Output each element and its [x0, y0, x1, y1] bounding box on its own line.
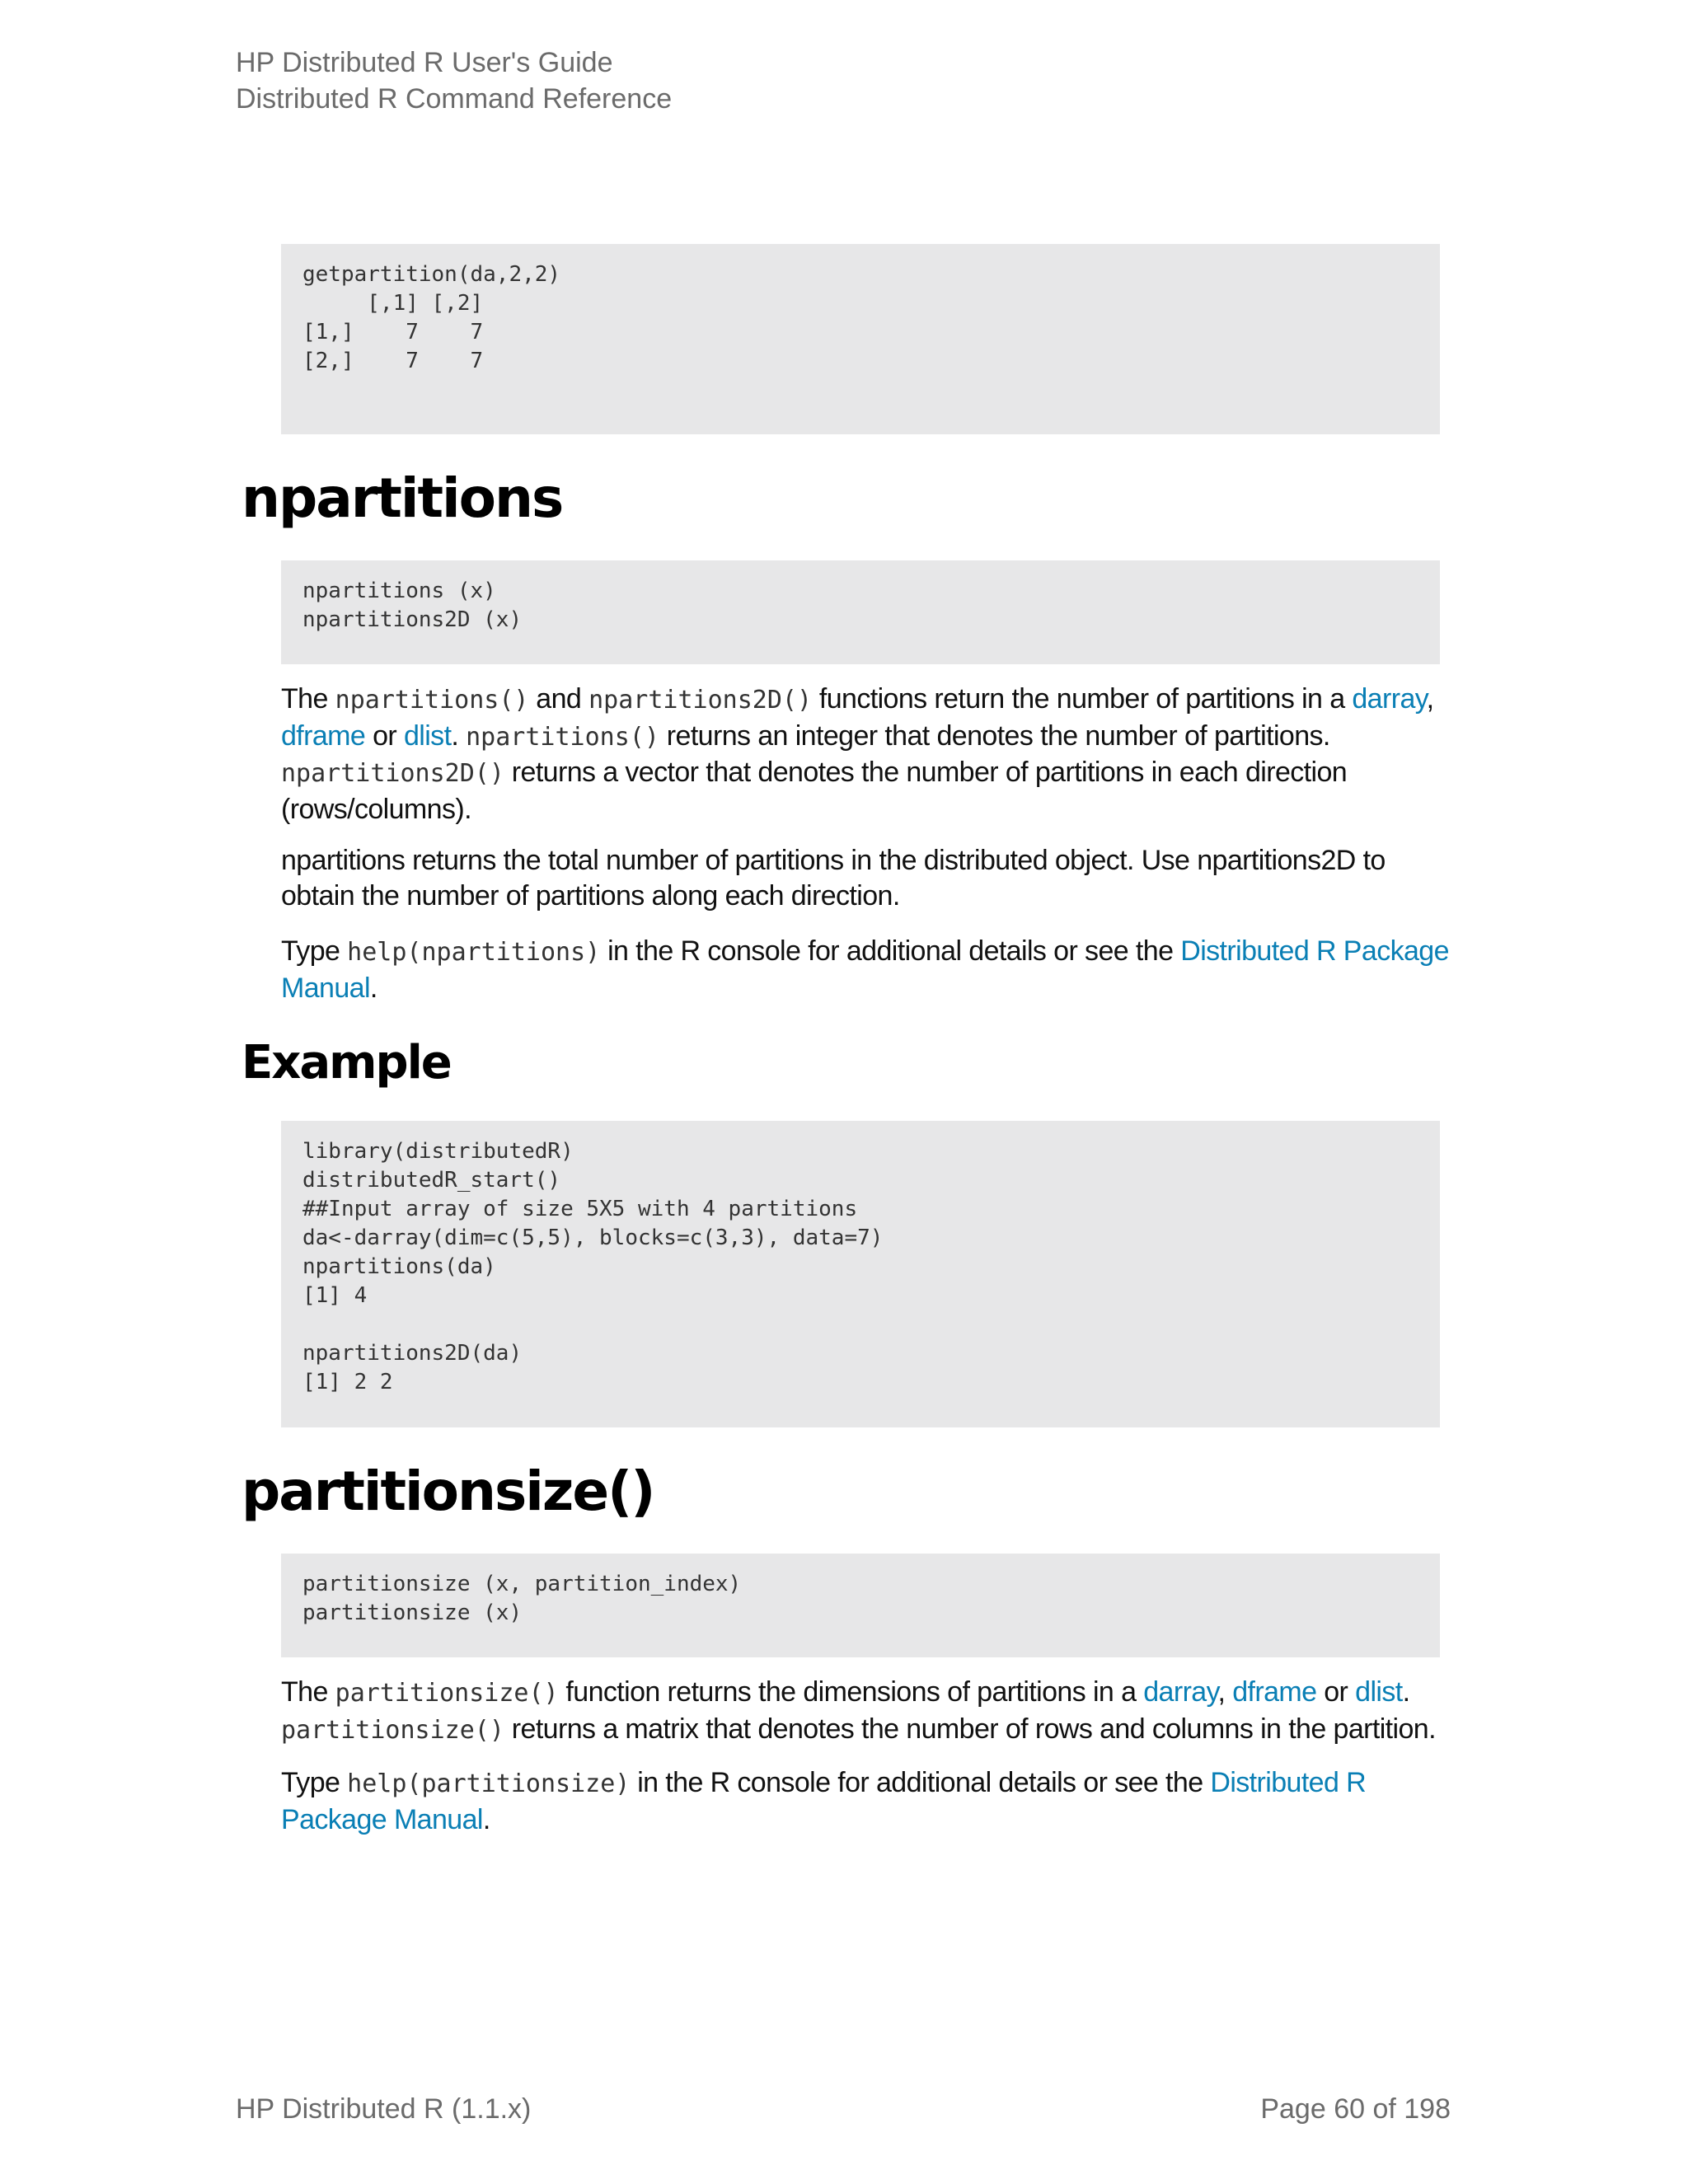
partitionsize-description — [281, 1675, 1451, 1748]
link-darray[interactable]: darray — [1143, 1676, 1218, 1708]
partitionsize-help — [281, 1765, 1451, 1837]
link-package-manual[interactable]: Distributed R Package Manual — [281, 1767, 1367, 1835]
text-run: The — [281, 1676, 335, 1708]
text-run: returns a matrix that denotes the number of rows and columns in the partition. — [504, 1713, 1436, 1745]
inline-code: npartitions() — [466, 722, 659, 752]
chapter-title: Distributed R Command Reference — [236, 83, 673, 115]
inline-code: npartitions() — [335, 686, 529, 715]
link-dframe[interactable]: dframe — [281, 719, 366, 752]
text-run: . — [369, 972, 377, 1004]
inline-code: npartitions2D() — [588, 686, 813, 715]
text-run: returns an integer that denotes the number of partitions. — [659, 719, 1330, 752]
text-run: and — [528, 683, 589, 715]
link-darray[interactable]: darray — [1352, 683, 1427, 715]
npartitions-summary: npartitions returns the total number of partitions in the distributed object. Use npartitions2D to obtain the number of partitions along each direction. — [281, 845, 1386, 912]
heading-example: Example — [241, 1036, 451, 1090]
footer-product-version: HP Distributed R (1.1.x) — [236, 2093, 532, 2125]
text-run: in the R console for additional details or see the — [630, 1767, 1211, 1798]
inline-code: npartitions2D() — [281, 759, 504, 788]
link-dframe[interactable]: dframe — [1232, 1676, 1317, 1708]
text-run: in the R console for additional details or see the — [600, 935, 1181, 967]
inline-code: partitionsize() — [335, 1679, 559, 1708]
text-run: . — [482, 1803, 490, 1835]
text-run: . — [1402, 1676, 1410, 1708]
code-block-npartitions-usage: npartitions (x) npartitions2D (x) — [281, 560, 1440, 664]
heading-npartitions: npartitions — [241, 466, 563, 530]
inline-code: help(npartitions) — [347, 938, 601, 967]
link-package-manual[interactable]: Distributed R Package Manual — [281, 935, 1449, 1004]
link-dlist[interactable]: dlist — [403, 719, 452, 752]
text-run: , — [1217, 1676, 1233, 1708]
text-run: . — [451, 719, 467, 752]
inline-code: help(partitionsize) — [347, 1769, 631, 1798]
inline-code: partitionsize() — [281, 1715, 504, 1745]
code-block-partitionsize-usage: partitionsize (x, partition_index) partitionsize (x) — [281, 1554, 1440, 1657]
footer-page-number: Page 60 of 198 — [1260, 2093, 1451, 2125]
text-run: returns a vector that denotes the number of partitions in each direction (rows/columns). — [281, 757, 1348, 825]
npartitions-description — [281, 682, 1451, 827]
text-run: functions return the number of partitions in a — [812, 683, 1353, 715]
code-block-example: library(distributedR) distributedR_start() ##Input array of size 5X5 with 4 partitions da<-darray(dim=c(5,5), blocks=c(3,3), data=7) npartitions(da) [1] 4 npartitions2D(da) [1] 2 2 — [281, 1121, 1440, 1427]
running-header — [236, 45, 672, 117]
text-run: function returns the dimensions of partitions in a — [558, 1676, 1144, 1708]
link-dlist[interactable]: dlist — [1355, 1676, 1403, 1708]
text-run: , — [1426, 683, 1434, 715]
text-run: Type — [281, 935, 348, 967]
text-run: or — [1316, 1676, 1356, 1708]
text-run: Type — [281, 1767, 348, 1798]
text-run: The — [281, 683, 335, 715]
heading-partitionsize: partitionsize() — [241, 1460, 654, 1523]
npartitions-help — [281, 934, 1451, 1005]
document-title: HP Distributed R User's Guide — [236, 47, 613, 78]
code-block-getpartition: getpartition(da,2,2) [,1] [,2] [1,] 7 7 [2,] 7 7 — [281, 244, 1440, 434]
text-run: or — [365, 719, 404, 752]
